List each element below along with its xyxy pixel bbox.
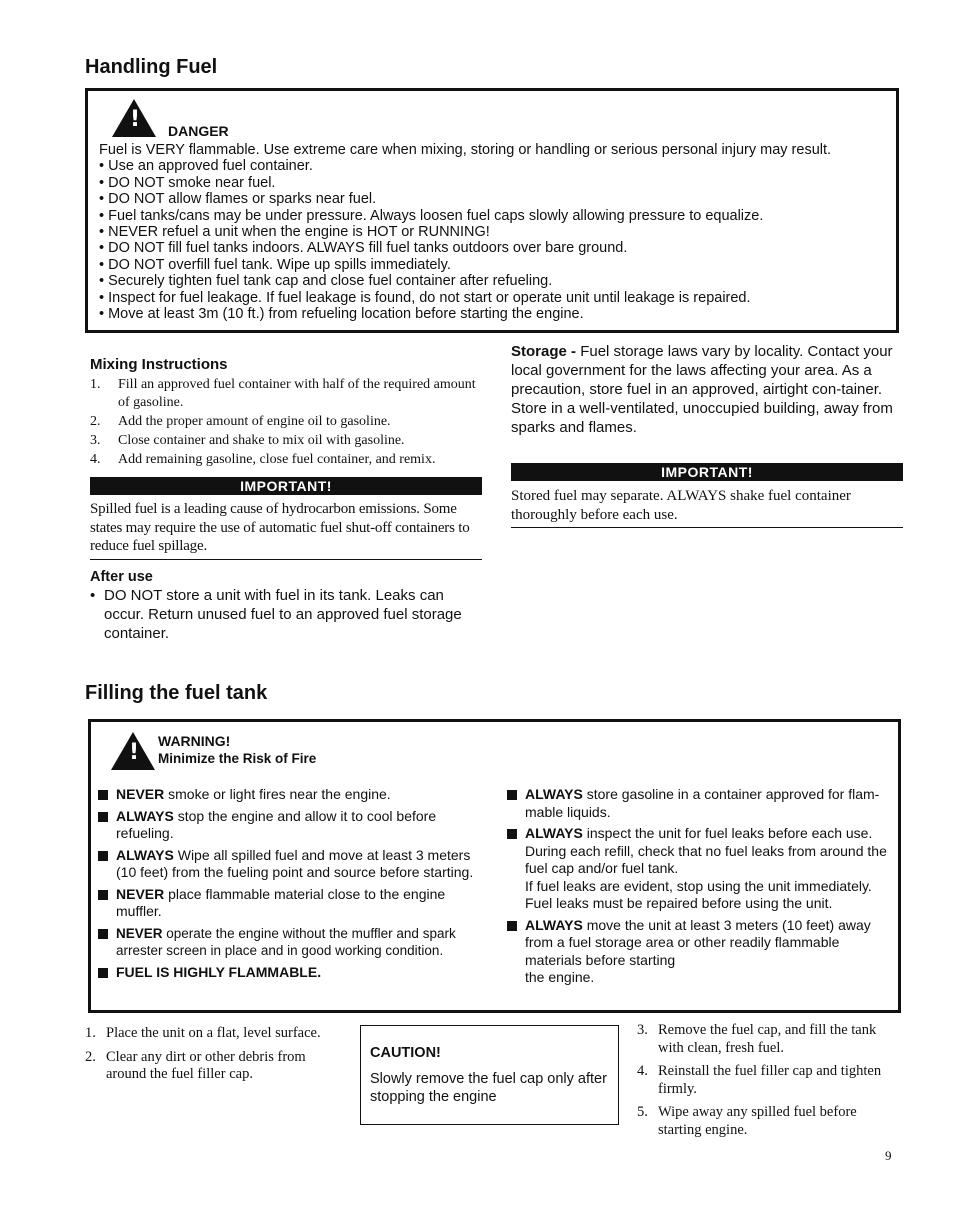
important-banner: IMPORTANT! [90,477,482,495]
important-text: Spilled fuel is a leading cause of hydrocarbon emissions. Some states may require the use of automatic fuel shut-off containers to reduce fuel spillage. [90,501,470,554]
danger-label: DANGER [168,123,229,139]
square-bullet-icon [507,790,517,800]
caution-label: CAUTION! [370,1045,441,1061]
storage-paragraph [511,342,903,437]
warning-right-list [507,786,892,991]
exclamation-icon: ! [129,740,140,765]
after-use-text: DO NOT store a unit with fuel in its tank. Leaks can occur. Return unused fuel to an approved fuel storage container. [104,587,462,642]
list-item: 3. Close container and shake to mix oil with gasoline. [90,433,405,448]
list-item: 2. Clear any dirt or other debris from around the fuel filler cap. [85,1048,306,1082]
section-title-handling-fuel: Handling Fuel [85,56,218,78]
warning-item: ALWAYS stop the engine and allow it to cool before refueling. [98,808,483,843]
danger-line: • DO NOT allow flames or sparks near fuel. [99,191,377,208]
square-bullet-icon [98,968,108,978]
danger-line: • DO NOT overfill fuel tank. Wipe up spills immediately. [99,256,451,273]
square-bullet-icon [98,851,108,861]
list-item: 2. Add the proper amount of engine oil to gasoline. [90,414,391,429]
danger-line: • Use an approved fuel container. [99,158,313,175]
warning-item: ALWAYS move the unit at least 3 meters (10 feet) away from a fuel storage area or other readily flammable materials before starting the engine. [507,917,892,987]
divider [511,527,903,528]
exclamation-icon: ! [130,107,141,132]
warning-subtitle: Minimize the Risk of Fire [158,751,317,766]
list-item: 1. Place the unit on a flat, level surface. [85,1025,321,1041]
danger-line: • NEVER refuel a unit when the engine is HOT or RUNNING! [99,224,490,241]
warning-item: NEVER place flammable material close to the engine muffler. [98,886,483,921]
after-use-title: After use [90,569,153,585]
list-item: 4. Add remaining gasoline, close fuel container, and remix. [90,452,436,467]
warning-item: ALWAYS Wipe all spilled fuel and move at least 3 meters (10 feet) from the fueling point and source before starting. [98,847,483,882]
warning-item: NEVER operate the engine without the muffler and spark arrester screen in place and in good working condition. [98,925,483,960]
danger-line: Fuel is VERY flammable. Use extreme care when mixing, storing or handling or serious personal injury may result. [99,142,832,158]
list-item: 1. Fill an approved fuel container with half of the required amount of gasoline. [90,377,476,410]
square-bullet-icon [507,829,517,839]
steps-left [85,1025,347,1090]
danger-text [99,142,831,322]
mixing-title: Mixing Instructions [90,356,228,373]
important-banner: IMPORTANT! [511,463,903,481]
warning-label: WARNING! [158,733,231,749]
square-bullet-icon [98,790,108,800]
list-item: 4. Reinstall the fuel filler cap and tighten firmly. [637,1063,882,1097]
mixing-steps [90,376,482,470]
square-bullet-icon [98,890,108,900]
storage-text: Fuel storage laws vary by locality. Contact your local government for the laws affecting your area. As a precaution, store fuel in an approved, airtight con-tainer. Store in a well-ventilated, unoccupied building, away from sparks and flames. [511,343,893,436]
square-bullet-icon [98,929,108,939]
warning-item: NEVER smoke or light fires near the engine. [98,786,483,804]
steps-right [637,1022,899,1145]
divider [90,559,482,560]
warning-item: ALWAYS inspect the unit for fuel leaks before each use. During each refill, check that no fuel leaks from around the fuel cap and/or fuel tank. If fuel leaks are evident, stop using the unit immediately. Fuel leaks must be repaired before using the unit. [507,825,892,913]
list-item: 3. Remove the fuel cap, and fill the tank with clean, fresh fuel. [637,1022,877,1056]
danger-box [85,88,899,333]
storage-label: Storage - [511,343,577,360]
warning-left-list [98,786,483,985]
section-title-filling: Filling the fuel tank [85,682,268,704]
square-bullet-icon [98,812,108,822]
page-number: 9 [885,1148,892,1163]
warning-box [88,719,901,1013]
bullet: • [90,587,96,604]
warning-item: ALWAYS store gasoline in a container approved for flam-mable liquids. [507,786,892,821]
square-bullet-icon [507,921,517,931]
caution-box [360,1025,619,1125]
list-item: 5. Wipe away any spilled fuel before starting engine. [637,1104,857,1138]
warning-item: FUEL IS HIGHLY FLAMMABLE. [98,964,483,982]
danger-line: • Fuel tanks/cans may be under pressure. Always loosen fuel caps slowly allowing pressure to equalize. [99,207,764,224]
danger-line: • Securely tighten fuel tank cap and close fuel container after refueling. [99,273,553,290]
danger-line: • DO NOT fill fuel tanks indoors. ALWAYS fill fuel tanks outdoors over bare ground. [99,240,628,257]
caution-text: Slowly remove the fuel cap only after stopping the engine [370,1071,607,1105]
danger-line: • Inspect for fuel leakage. If fuel leakage is found, do not start or operate unit until leakage is repaired. [99,289,751,306]
danger-line: • Move at least 3m (10 ft.) from refueling location before starting the engine. [99,306,584,323]
danger-line: • DO NOT smoke near fuel. [99,174,276,191]
storage-important-text: Stored fuel may separate. ALWAYS shake fuel container thoroughly before each use. [511,488,851,523]
after-use-item [90,586,482,643]
